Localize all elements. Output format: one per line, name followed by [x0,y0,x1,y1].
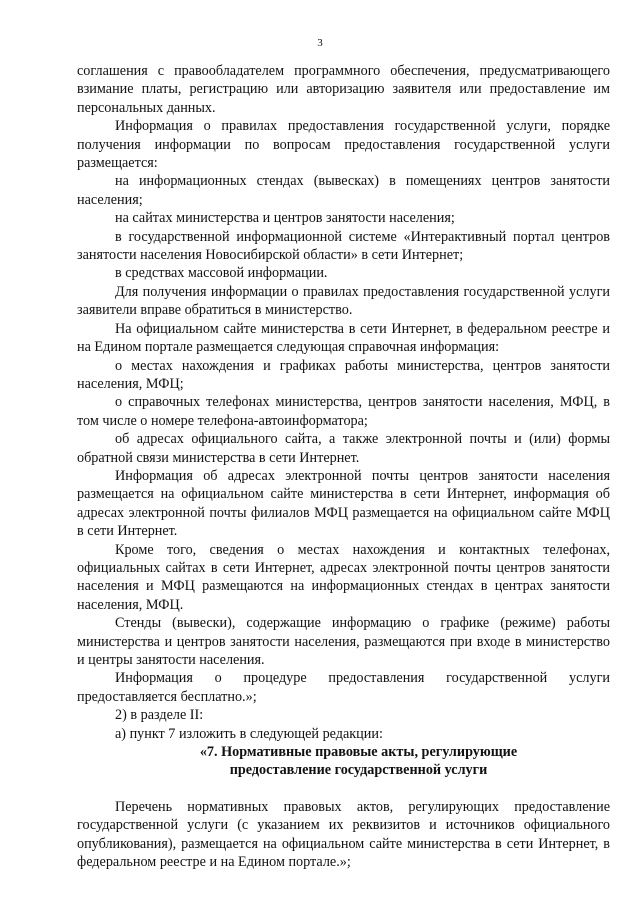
paragraph-info-rules: Информация о правилах предоставления государственной услуги, порядке получения информации по вопросам предоставления государственной услуги размещается: [77,118,610,172]
paragraph-site-addresses: об адресах официального сайта, а также электронной почты и (или) формы обратной связи министерства в сети Интернет. [77,431,610,466]
paragraph-legal-acts: Перечень нормативных правовых актов, регулирующих предоставление государственной услуги (с указанием их реквизитов и источников официального опубликования), размещается на официальном сайте министерства в сети Интернет, в федеральном реестре и на Едином портале.»; [77,798,610,871]
paragraph-info-stands: на информационных стендах (вывесках) в помещениях центров занятости населения; [77,173,610,208]
paragraph-info-media: в средствах массовой информации. [115,265,328,282]
spacer [77,780,610,798]
paragraph-info-sites: на сайтах министерства и центров занятости населения; [115,210,455,227]
paragraph-phones: о справочных телефонах министерства, центров занятости населения, МФЦ, в том числе о номере телефона-автоинформатора; [77,394,610,429]
paragraph-clause-seven: а) пункт 7 изложить в следующей редакции: [115,725,383,742]
paragraph-agreement-continuation: соглашения с правообладателем программного обеспечения, предусматривающего взимание платы, регистрацию или авторизацию заявителя или предоставление им персональных данных. [77,63,610,116]
paragraph-ministry-contact: Для получения информации о правилах предоставления государственной услуги заявители вправе обратиться в министерство. [77,283,610,319]
paragraph-free-info: Информация о процедуре предоставления государственной услуги предоставляется бесплатно.»; [77,670,610,705]
section-heading-line-2: предоставление государственной услуги [229,762,488,779]
page-number: 3 [317,37,323,49]
section-heading-line-1: «7. Нормативные правовые акты, регулирующие [199,744,518,761]
paragraph-section-two: 2) в разделе II: [115,707,204,724]
paragraph-stands: Стенды (вывески), содержащие информацию о графике (режиме) работы министерства и центров занятости населения, размещаются при входе в министерство и центры занятости населения. [77,615,610,668]
paragraph-reference-info: На официальном сайте министерства в сети Интернет, в федеральном реестре и на Едином портале размещается следующая справочная информация: [77,320,610,356]
paragraph-additional-info: Кроме того, сведения о местах нахождения и контактных телефонах, официальных сайтах в сети Интернет, адресах электронной почты центров занятости населения и МФЦ размещаются на информационных стендах в центрах занятости населения, МФЦ. [77,541,610,613]
document-body [77,62,610,871]
paragraph-locations-schedules: о местах нахождения и графиках работы министерства, центров занятости населения, МФЦ; [77,357,610,392]
paragraph-info-portal: в государственной информационной системе «Интерактивный портал центров занятости населения Новосибирской области» в сети Интернет; [77,228,610,264]
paragraph-email-info: Информация об адресах электронной почты центров занятости населения размещается на официальном сайте министерства в сети Интернет, информация об адресах электронной почты филиалов МФЦ размещается на официальном сайте МФЦ в сети Интернет. [77,467,610,540]
